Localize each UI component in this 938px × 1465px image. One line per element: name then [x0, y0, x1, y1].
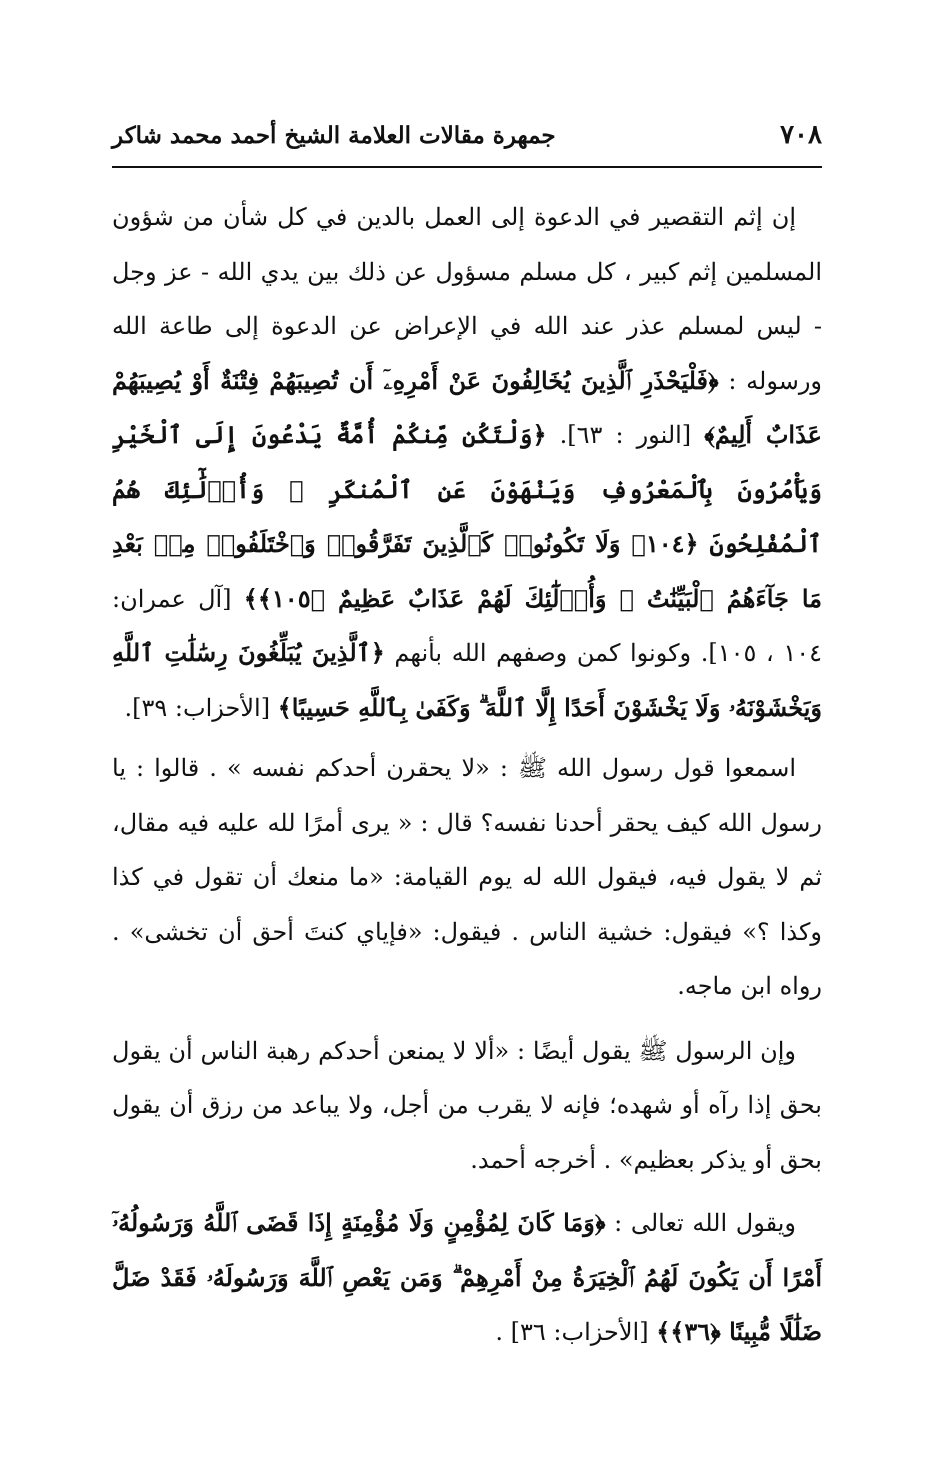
quran-verse-an-nur-63: ﴿فَلْيَحْذَرِ ٱلَّذِينَ يُخَالِفُونَ عَنْ أَمْرِهِۦٓ أَن تُصِيبَهُمْ فِتْنَةٌ أَوْ يُصِيبَهُمْ عَذَابٌ أَلِيمٌ﴾: [112, 365, 823, 449]
citation-al-ahzab-39: [الأحزاب: ٣٩].: [124, 693, 278, 722]
page-body: [112, 190, 822, 1360]
quran-verse-al-ahzab-39: ﴿ٱلَّذِينَ يُبَلِّغُونَ رِسَٰلَٰتِ ٱللَّهِ وَيَخْشَوْنَهُۥ وَلَا يَخْشَوْنَ أَحَدًا إِلَّا ٱللَّهَ ۗ وَكَفَىٰ بِٱللَّهِ حَسِيبًا﴾: [112, 638, 822, 722]
citation-al-imran: [آل عمران: ١٠٤ ، ١٠٥]. وكونوا كمن وصفهم الله بأنهم: [112, 584, 823, 667]
page-number: ٧٠٨: [780, 120, 822, 150]
paragraph-4: [112, 1196, 822, 1360]
header-divider: [112, 166, 822, 168]
paragraph-1: [112, 190, 822, 735]
paragraph-1-intro: إن إثم التقصير في الدعوة إلى العمل بالدين في كل شأن من شؤون المسلمين إثم كبير ، كل مسلم مسؤول عن ذلك بين يدي الله - عز وجل - ليس لمسلم عذر عند الله في الإعراض عن الدعوة إلى طاعة الله ورسوله :: [112, 203, 823, 395]
paragraph-4-intro: ويقول الله تعالى :: [605, 1209, 796, 1237]
running-title: جمهرة مقالات العلامة الشيخ أحمد محمد شاكر: [112, 122, 556, 149]
citation-al-ahzab-36: [الأحزاب: ٣٦] .: [495, 1318, 657, 1346]
page-header: [112, 118, 822, 166]
citation-an-nur: [النور : ٦٣].: [546, 421, 705, 449]
quran-verse-al-ahzab-36: ﴿وَمَا كَانَ لِمُؤْمِنٍ وَلَا مُؤْمِنَةٍ إِذَا قَضَى ٱللَّهُ وَرَسُولُهُۥٓ أَمْرًا أَن يَكُونَ لَهُمُ ٱلْخِيَرَةُ مِنْ أَمْرِهِمْ ۗ وَمَن يَعْصِ ٱللَّهَ وَرَسُولَهُۥ فَقَدْ ضَلَّ ضَلَٰلًا مُّبِينًا ﴿٣٦﴾﴾: [112, 1208, 822, 1346]
paragraph-3: وإن الرسول ﷺ يقول أيضًا : «ألا لا يمنعن أحدكم رهبة الناس أن يقول بحق إذا رآه أو شهده؛ فإنه لا يقرب من أجل، ولا يباعد من رزق أن يقول بحق أو يذكر بعظيم» . أخرجه أحمد.: [112, 1036, 822, 1174]
paragraph-2: اسمعوا قول رسول الله ﷺ : «لا يحقرن أحدكم نفسه » . قالوا : يا رسول الله كيف يحقر أحدنا نفسه؟ قال : « يرى أمرًا لله عليه فيه مقال، ثم لا يقول فيه، فيقول الله له يوم القيامة: «ما منعك أن تقول في كذا وكذا ؟» فيقول: خشية الناس . فيقول: «فإياي كنتَ أحق أن تخشى» . رواه ابن ماجه.: [112, 754, 822, 1000]
quran-verse-al-imran-104-105: ﴿وَلْتَكُن مِّنكُمْ أُمَّةٌ يَدْعُونَ إِلَى ٱلْخَيْرِ وَيَأْمُرُونَ بِٱلْمَعْرُوفِ وَيَنْهَوْنَ عَنِ ٱلْمُنكَرِ ۚ وَأُو۟لَٰٓئِكَ هُمُ ٱلْمُفْلِحُونَ ﴿١٠٤﴾ وَلَا تَكُونُوا۟ كَٱلَّذِينَ تَفَرَّقُوا۟ وَٱخْتَلَفُوا۟ مِنۢ بَعْدِ مَا جَآءَهُمُ ٱلْبَيِّنَٰتُ ۚ وَأُو۟لَٰٓئِكَ لَهُمْ عَذَابٌ عَظِيمٌ ﴿١٠٥﴾﴾: [112, 420, 822, 613]
